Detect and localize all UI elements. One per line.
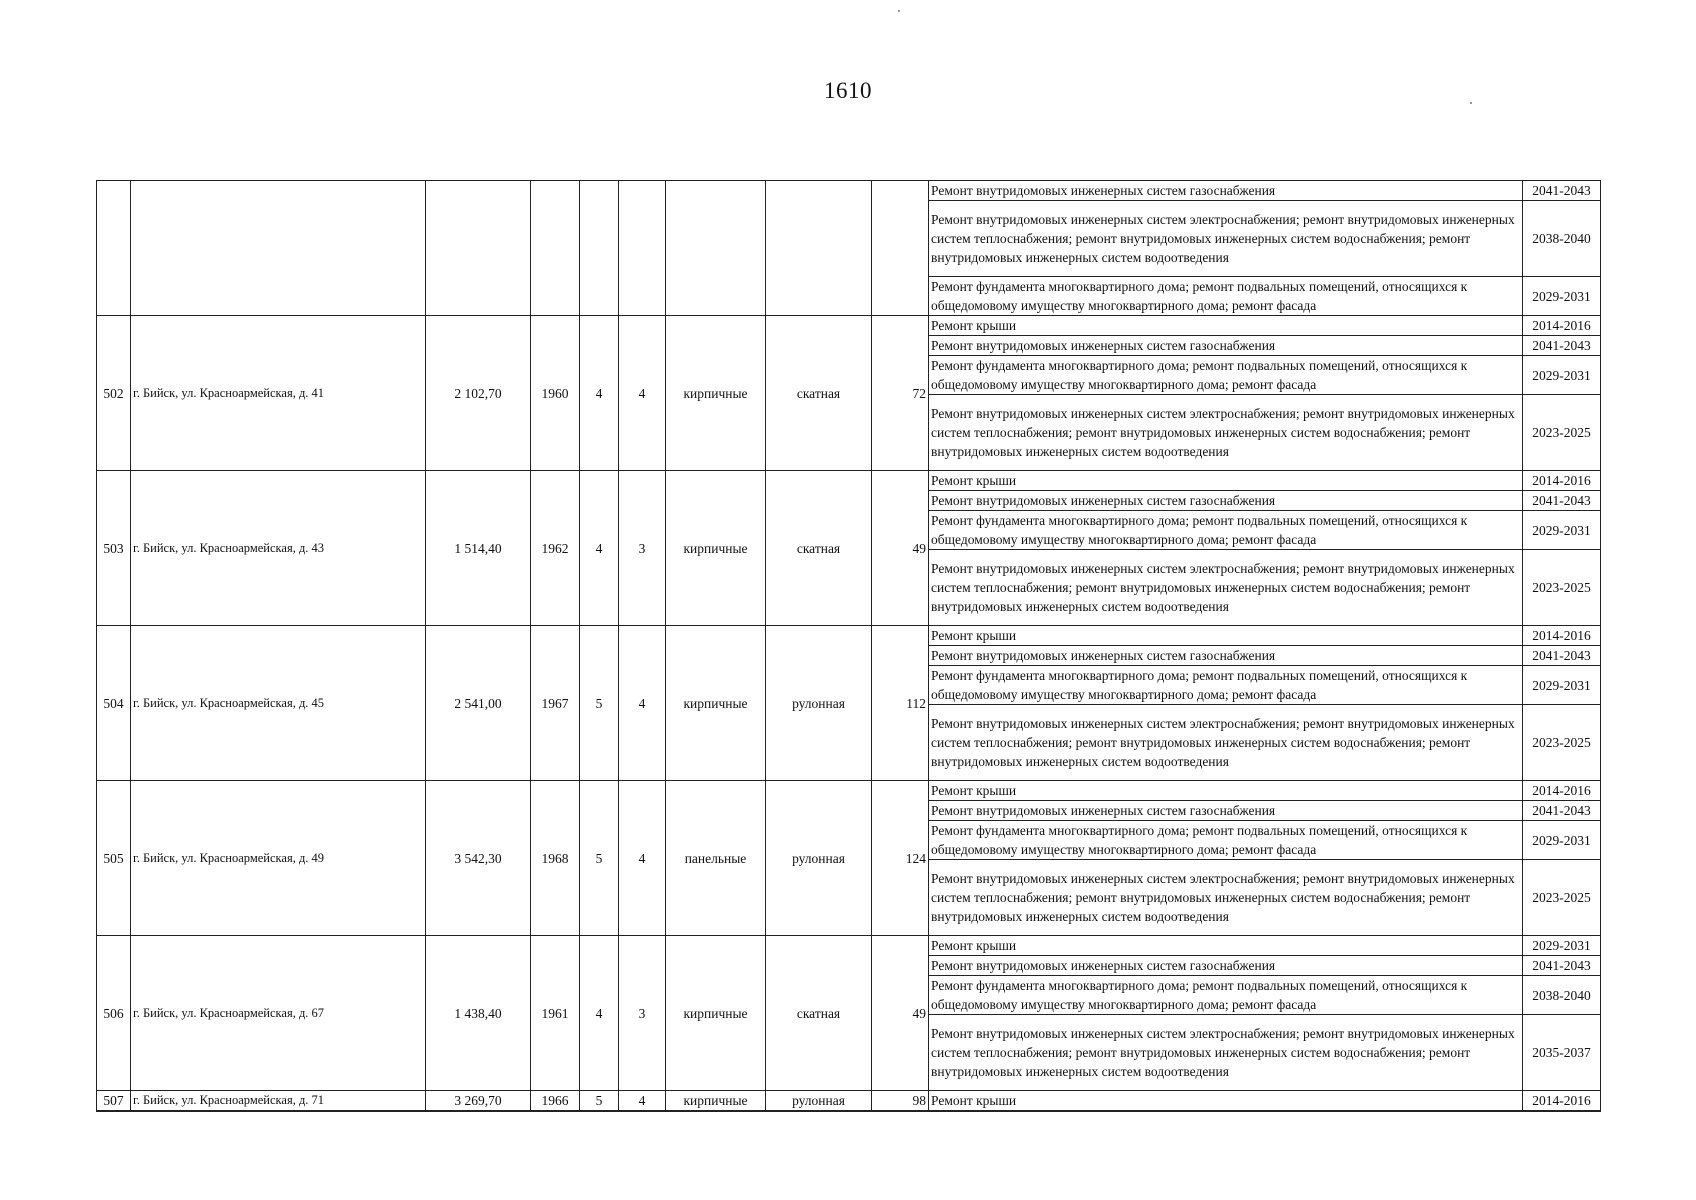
house-address: г. Бийск, ул. Красноармейская, д. 71: [131, 1091, 426, 1112]
table-row: [97, 1091, 1601, 1112]
work-period: 2029-2031: [1523, 666, 1601, 705]
house-entrances: 4: [619, 626, 666, 781]
work-period: 2029-2031: [1523, 936, 1601, 956]
work-period: 2041-2043: [1523, 956, 1601, 976]
work-period: 2041-2043: [1523, 801, 1601, 821]
work-period: 2041-2043: [1523, 646, 1601, 666]
house-roof-type: скатная: [766, 316, 872, 471]
house-apartments: 98: [872, 1091, 929, 1112]
house-apartments: [872, 181, 929, 316]
house-address: [131, 181, 426, 316]
work-period: 2038-2040: [1523, 976, 1601, 1015]
house-apartments: 72: [872, 316, 929, 471]
work-period: 2041-2043: [1523, 336, 1601, 356]
house-number: 506: [97, 936, 131, 1091]
table-row: [97, 316, 1601, 336]
house-apartments: 49: [872, 471, 929, 626]
work-description: Ремонт внутридомовых инженерных систем электроснабжения; ремонт внутридомовых инженерных систем теплоснабжения; ремонт внутридомовых инженерных систем водоснабжения; ремонт внутридомовых инженерных систем водоотведения: [929, 1015, 1523, 1091]
house-wall-material: кирпичные: [666, 626, 766, 781]
house-floors: 4: [580, 471, 619, 626]
work-description: Ремонт фундамента многоквартирного дома; ремонт подвальных помещений, относящихся к общедомовому имуществу многоквартирного дома; ремонт фасада: [929, 821, 1523, 860]
work-description: Ремонт крыши: [929, 936, 1523, 956]
house-area: 2 541,00: [426, 626, 531, 781]
house-entrances: [619, 181, 666, 316]
work-description: Ремонт внутридомовых инженерных систем газоснабжения: [929, 956, 1523, 976]
table-row: [97, 626, 1601, 646]
house-apartments: 112: [872, 626, 929, 781]
house-area: [426, 181, 531, 316]
work-period: 2023-2025: [1523, 860, 1601, 936]
house-wall-material: кирпичные: [666, 1091, 766, 1112]
house-year: 1967: [531, 626, 580, 781]
work-description: Ремонт внутридомовых инженерных систем электроснабжения; ремонт внутридомовых инженерных систем теплоснабжения; ремонт внутридомовых инженерных систем водоснабжения; ремонт внутридомовых инженерных систем водоотведения: [929, 705, 1523, 781]
work-description: Ремонт крыши: [929, 1091, 1523, 1112]
table-row: [97, 181, 1601, 201]
work-period: 2029-2031: [1523, 277, 1601, 316]
work-period: 2023-2025: [1523, 550, 1601, 626]
work-description: Ремонт внутридомовых инженерных систем электроснабжения; ремонт внутридомовых инженерных систем теплоснабжения; ремонт внутридомовых инженерных систем водоснабжения; ремонт внутридомовых инженерных систем водоотведения: [929, 550, 1523, 626]
house-floors: 4: [580, 316, 619, 471]
work-period: 2035-2037: [1523, 1015, 1601, 1091]
house-roof-type: рулонная: [766, 626, 872, 781]
house-address: г. Бийск, ул. Красноармейская, д. 67: [131, 936, 426, 1091]
house-address: г. Бийск, ул. Красноармейская, д. 43: [131, 471, 426, 626]
work-description: Ремонт крыши: [929, 781, 1523, 801]
work-description: Ремонт внутридомовых инженерных систем электроснабжения; ремонт внутридомовых инженерных систем теплоснабжения; ремонт внутридомовых инженерных систем водоснабжения; ремонт внутридомовых инженерных систем водоотведения: [929, 201, 1523, 277]
house-wall-material: кирпичные: [666, 471, 766, 626]
house-number: 503: [97, 471, 131, 626]
house-entrances: 4: [619, 316, 666, 471]
house-wall-material: [666, 181, 766, 316]
house-floors: [580, 181, 619, 316]
work-period: 2029-2031: [1523, 356, 1601, 395]
house-apartments: 124: [872, 781, 929, 936]
house-entrances: 3: [619, 936, 666, 1091]
house-year: 1960: [531, 316, 580, 471]
scan-speck: [898, 10, 900, 12]
house-number: 507: [97, 1091, 131, 1112]
house-number: 502: [97, 316, 131, 471]
work-period: 2038-2040: [1523, 201, 1601, 277]
table-row: [97, 471, 1601, 491]
house-address: г. Бийск, ул. Красноармейская, д. 49: [131, 781, 426, 936]
work-period: 2041-2043: [1523, 181, 1601, 201]
work-period: 2029-2031: [1523, 511, 1601, 550]
work-description: Ремонт внутридомовых инженерных систем электроснабжения; ремонт внутридомовых инженерных систем теплоснабжения; ремонт внутридомовых инженерных систем водоснабжения; ремонт внутридомовых инженерных систем водоотведения: [929, 395, 1523, 471]
house-entrances: 4: [619, 781, 666, 936]
work-period: 2014-2016: [1523, 316, 1601, 336]
house-floors: 5: [580, 626, 619, 781]
work-description: Ремонт внутридомовых инженерных систем электроснабжения; ремонт внутридомовых инженерных систем теплоснабжения; ремонт внутридомовых инженерных систем водоснабжения; ремонт внутридомовых инженерных систем водоотведения: [929, 860, 1523, 936]
work-period: 2014-2016: [1523, 1091, 1601, 1112]
house-area: 1 438,40: [426, 936, 531, 1091]
work-description: Ремонт внутридомовых инженерных систем газоснабжения: [929, 491, 1523, 511]
table-row: [97, 781, 1601, 801]
house-number: 504: [97, 626, 131, 781]
work-period: 2023-2025: [1523, 395, 1601, 471]
house-address: г. Бийск, ул. Красноармейская, д. 45: [131, 626, 426, 781]
house-area: 1 514,40: [426, 471, 531, 626]
work-description: Ремонт фундамента многоквартирного дома; ремонт подвальных помещений, относящихся к общедомовому имуществу многоквартирного дома; ремонт фасада: [929, 976, 1523, 1015]
work-description: Ремонт фундамента многоквартирного дома; ремонт подвальных помещений, относящихся к общедомовому имуществу многоквартирного дома; ремонт фасада: [929, 277, 1523, 316]
house-floors: 4: [580, 936, 619, 1091]
housing-registry-table: [96, 180, 1601, 1112]
house-number: [97, 181, 131, 316]
work-period: 2041-2043: [1523, 491, 1601, 511]
house-roof-type: [766, 181, 872, 316]
house-year: 1966: [531, 1091, 580, 1112]
work-description: Ремонт фундамента многоквартирного дома; ремонт подвальных помещений, относящихся к общедомовому имуществу многоквартирного дома; ремонт фасада: [929, 511, 1523, 550]
house-entrances: 4: [619, 1091, 666, 1112]
work-description: Ремонт внутридомовых инженерных систем газоснабжения: [929, 336, 1523, 356]
work-description: Ремонт внутридомовых инженерных систем газоснабжения: [929, 181, 1523, 201]
work-description: Ремонт внутридомовых инженерных систем газоснабжения: [929, 646, 1523, 666]
work-description: Ремонт внутридомовых инженерных систем газоснабжения: [929, 801, 1523, 821]
work-period: 2029-2031: [1523, 821, 1601, 860]
house-year: 1962: [531, 471, 580, 626]
house-roof-type: рулонная: [766, 1091, 872, 1112]
work-period: 2014-2016: [1523, 781, 1601, 801]
work-description: Ремонт крыши: [929, 626, 1523, 646]
house-floors: 5: [580, 1091, 619, 1112]
table-body: [97, 181, 1601, 1112]
work-description: Ремонт крыши: [929, 316, 1523, 336]
house-number: 505: [97, 781, 131, 936]
scan-speck: [1470, 102, 1472, 104]
house-roof-type: скатная: [766, 471, 872, 626]
house-entrances: 3: [619, 471, 666, 626]
house-wall-material: кирпичные: [666, 316, 766, 471]
table-row: [97, 936, 1601, 956]
house-year: [531, 181, 580, 316]
house-apartments: 49: [872, 936, 929, 1091]
work-period: 2014-2016: [1523, 471, 1601, 491]
house-year: 1961: [531, 936, 580, 1091]
house-area: 2 102,70: [426, 316, 531, 471]
house-roof-type: скатная: [766, 936, 872, 1091]
house-floors: 5: [580, 781, 619, 936]
work-period: 2014-2016: [1523, 626, 1601, 646]
house-area: 3 542,30: [426, 781, 531, 936]
work-description: Ремонт фундамента многоквартирного дома; ремонт подвальных помещений, относящихся к общедомовому имуществу многоквартирного дома; ремонт фасада: [929, 356, 1523, 395]
house-wall-material: кирпичные: [666, 936, 766, 1091]
page-number: 1610: [824, 78, 872, 103]
house-area: 3 269,70: [426, 1091, 531, 1112]
work-description: Ремонт фундамента многоквартирного дома; ремонт подвальных помещений, относящихся к общедомовому имуществу многоквартирного дома; ремонт фасада: [929, 666, 1523, 705]
work-period: 2023-2025: [1523, 705, 1601, 781]
house-roof-type: рулонная: [766, 781, 872, 936]
house-year: 1968: [531, 781, 580, 936]
house-address: г. Бийск, ул. Красноармейская, д. 41: [131, 316, 426, 471]
house-wall-material: панельные: [666, 781, 766, 936]
work-description: Ремонт крыши: [929, 471, 1523, 491]
